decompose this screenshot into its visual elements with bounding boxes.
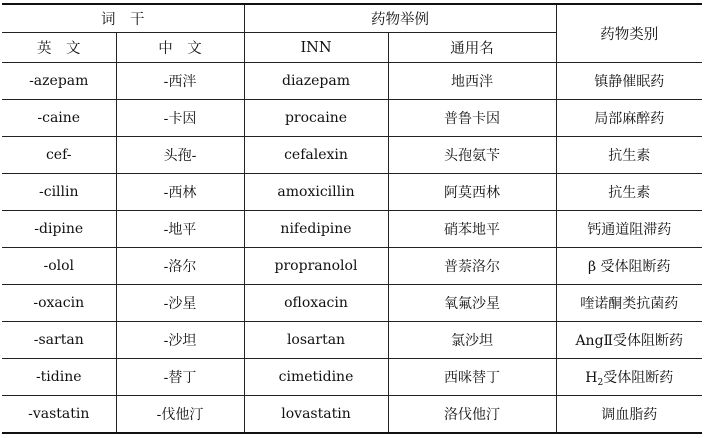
- drug-category: [556, 359, 702, 396]
- drug-generic-name: 硝苯地平: [388, 211, 556, 248]
- stem-english: -dipine: [2, 211, 116, 248]
- drug-inn: diazepam: [244, 63, 388, 100]
- drug-category-text: 受体阻断药: [603, 369, 674, 386]
- table-row: [2, 174, 702, 211]
- drug-inn: ofloxacin: [244, 285, 388, 322]
- drug-category: 抗生素: [556, 137, 702, 174]
- drug-category: 喹诺酮类抗菌药: [556, 285, 702, 322]
- header-row-1: [2, 4, 702, 33]
- h2-receptor-prefix: H: [585, 369, 598, 386]
- stem-chinese: -地平: [116, 211, 244, 248]
- stem-chinese: -沙坦: [116, 322, 244, 359]
- drug-generic-name: 西咪替丁: [388, 359, 556, 396]
- stem-english: -caine: [2, 100, 116, 137]
- stem-english: -tidine: [2, 359, 116, 396]
- stem-english: cef-: [2, 137, 116, 174]
- stem-english: -oxacin: [2, 285, 116, 322]
- stem-chinese: -卡因: [116, 100, 244, 137]
- header-category: 药物类别: [556, 4, 702, 63]
- header-english: 英 文: [2, 33, 116, 63]
- stem-english: -cillin: [2, 174, 116, 211]
- drug-inn: lovastatin: [244, 396, 388, 434]
- stem-chinese: -沙星: [116, 285, 244, 322]
- header-generic-name: 通用名: [388, 33, 556, 63]
- drug-inn: propranolol: [244, 248, 388, 285]
- drug-generic-name: 洛伐他汀: [388, 396, 556, 434]
- drug-category: β 受体阻断药: [556, 248, 702, 285]
- stem-english: -azepam: [2, 63, 116, 100]
- drug-generic-name: 氯沙坦: [388, 322, 556, 359]
- drug-category: 调血脂药: [556, 396, 702, 434]
- drug-generic-name: 普鲁卡因: [388, 100, 556, 137]
- drug-generic-name: 地西泮: [388, 63, 556, 100]
- table-row: [2, 285, 702, 322]
- stem-chinese: -西泮: [116, 63, 244, 100]
- drug-category: 抗生素: [556, 174, 702, 211]
- table-row: [2, 396, 702, 434]
- stem-english: -vastatin: [2, 396, 116, 434]
- header-chinese: 中 文: [116, 33, 244, 63]
- drug-category: 局部麻醉药: [556, 100, 702, 137]
- h2-receptor-subscript: 2: [597, 377, 604, 388]
- drug-category: AngⅡ受体阻断药: [556, 322, 702, 359]
- drug-stem-table: [2, 3, 702, 434]
- table-row: [2, 137, 702, 174]
- drug-inn: cimetidine: [244, 359, 388, 396]
- stem-chinese: -替丁: [116, 359, 244, 396]
- drug-generic-name: 普萘洛尔: [388, 248, 556, 285]
- table-row: [2, 100, 702, 137]
- stem-chinese: -西林: [116, 174, 244, 211]
- stem-chinese: -伐他汀: [116, 396, 244, 434]
- drug-generic-name: 头孢氨苄: [388, 137, 556, 174]
- stem-chinese: 头孢-: [116, 137, 244, 174]
- table-row: [2, 211, 702, 248]
- table-row: [2, 359, 702, 396]
- drug-category: 镇静催眠药: [556, 63, 702, 100]
- header-drug-example-group: 药物举例: [244, 4, 556, 33]
- table-row: [2, 322, 702, 359]
- table-row: [2, 63, 702, 100]
- stem-english: -olol: [2, 248, 116, 285]
- stem-chinese: -洛尔: [116, 248, 244, 285]
- drug-inn: amoxicillin: [244, 174, 388, 211]
- drug-inn: nifedipine: [244, 211, 388, 248]
- stem-english: -sartan: [2, 322, 116, 359]
- drug-category: 钙通道阻滞药: [556, 211, 702, 248]
- drug-inn: procaine: [244, 100, 388, 137]
- header-stem-group: 词 干: [2, 4, 244, 33]
- drug-generic-name: 氧氟沙星: [388, 285, 556, 322]
- drug-generic-name: 阿莫西林: [388, 174, 556, 211]
- drug-inn: cefalexin: [244, 137, 388, 174]
- header-inn: INN: [244, 33, 388, 63]
- table-row: [2, 248, 702, 285]
- drug-inn: losartan: [244, 322, 388, 359]
